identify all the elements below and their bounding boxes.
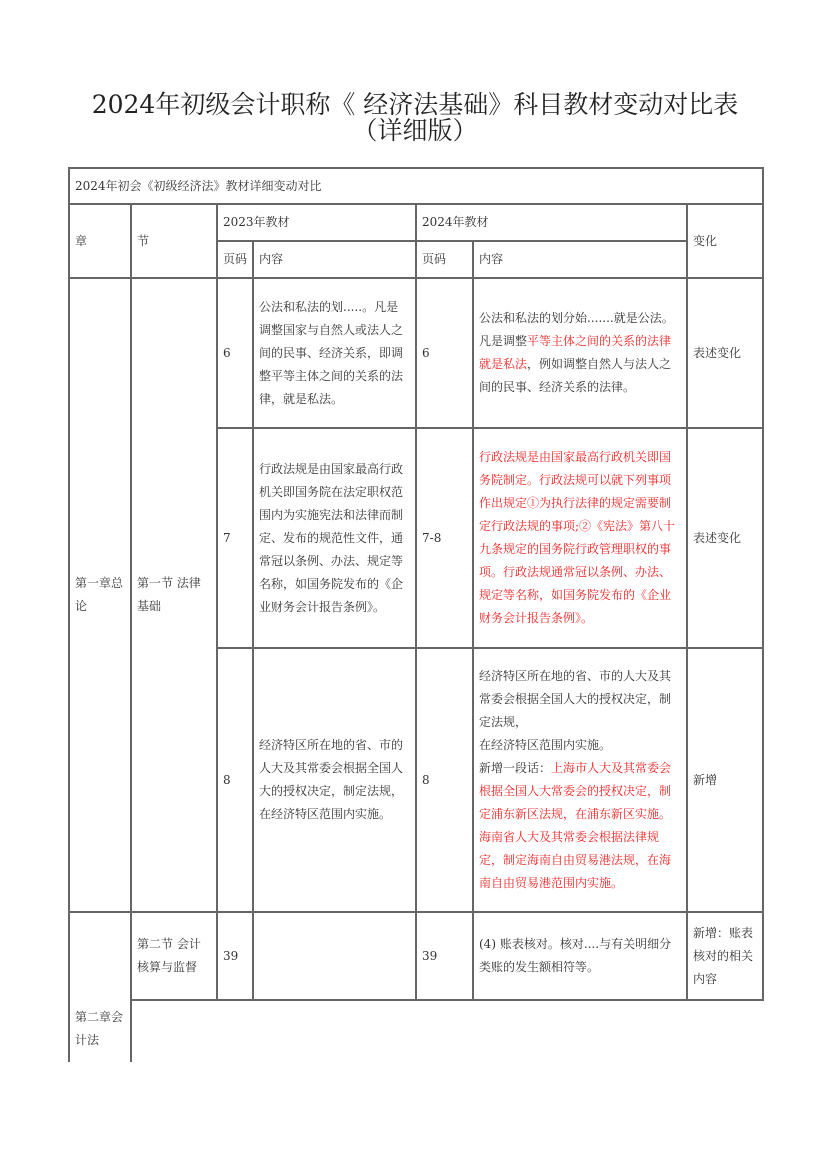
highlighted-text: 上海市人大及其常委会根据全国人大常委会的授权决定，制定浦东新区法规，在浦东新区实施。海南省人大及其常委会根据法律规定，制定海南自由贸易港法规，在海南自由贸易港范围内实施。 [479, 761, 672, 890]
header-page-2024: 页码 [416, 241, 473, 278]
page-2024-cell: 7-8 [416, 428, 473, 648]
content-2024-cell [473, 648, 687, 912]
chapter-cell: 第一章总论 [69, 278, 131, 912]
comparison-table [68, 167, 764, 1062]
header-section: 节 [131, 204, 217, 278]
title-line-1: 2024年初级会计职称《 经济法基础》科目教材变动对比表 [91, 90, 739, 119]
table-row-continuation [69, 1000, 763, 1062]
content-2023-cell: 行政法规是由国家最高行政机关即国务院在法定职权范围内为实施宪法和法律而制定、发布的规范性文件，通常冠以条例、办法、规定等名称，如国务院发布的《企业财务会计报告条例》。 [253, 428, 416, 648]
page-2023-cell: 8 [217, 648, 253, 912]
content-text: 经济特区所在地的省、市的人大及其常委会根据全国人大的授权决定，制定法规， [479, 669, 672, 729]
change-cell: 新增：账表核对的相关内容 [687, 912, 763, 1000]
page-2023-cell: 6 [217, 278, 253, 428]
document-title [0, 92, 830, 144]
page-2023-cell: 7 [217, 428, 253, 648]
header-page-2023: 页码 [217, 241, 253, 278]
page-2024-cell: 6 [416, 278, 473, 428]
chapter-cell: 第二章会计法 [69, 912, 131, 1062]
table-row [69, 278, 763, 428]
content-2023-cell [253, 912, 416, 1000]
change-cell: 表述变化 [687, 278, 763, 428]
content-2024-cell [473, 278, 687, 428]
table-caption: 2024年初会《初级经济法》教材详细变动对比 [69, 168, 763, 204]
page-2024-cell: 39 [416, 912, 473, 1000]
section-cell: 第一节 法律基础 [131, 278, 217, 912]
content-2024-cell [473, 912, 687, 1000]
content-text: ，例如调整自然人与法人之间的民事、经济关系的法律。 [479, 357, 672, 394]
header-content-2024: 内容 [473, 241, 687, 278]
empty-area [131, 1000, 763, 1062]
change-cell: 新增 [687, 648, 763, 912]
highlighted-text: 行政法规是由国家最高行政机关即国务院制定。行政法规可以就下列事项作出规定①为执行法律的规定需要制定行政法规的事项;②《宪法》第八十九条规定的国务院行政管理职权的事项。行政法规通常冠以条例、办法、规定等名称，如国务院发布的《企业财务会计报告条例》。 [479, 450, 676, 625]
content-text: (4) 账表核对。核对....与有关明细分类账的发生额相符等。 [479, 937, 672, 974]
header-textbook-2023: 2023年教材 [217, 204, 416, 241]
highlighted-text: 平等主体之间的关系的法律就是私法 [479, 334, 672, 371]
header-textbook-2024: 2024年教材 [416, 204, 687, 241]
page-2024-cell: 8 [416, 648, 473, 912]
content-text: 在经济特区范围内实施。 [479, 738, 612, 752]
content-text: 公法和私法的划分始.......就是公法。凡是调整 [479, 311, 674, 348]
page-2023-cell: 39 [217, 912, 253, 1000]
content-2024-cell [473, 428, 687, 648]
change-cell: 表述变化 [687, 428, 763, 648]
header-content-2023: 内容 [253, 241, 416, 278]
content-2023-cell: 经济特区所在地的省、市的人大及其常委会根据全国人大的授权决定，制定法规，在经济特区范围内实施。 [253, 648, 416, 912]
table-row [69, 912, 763, 1000]
title-line-2: （详细版） [352, 116, 478, 145]
content-2023-cell: 公法和私法的划.....。凡是调整国家与自然人或法人之间的民事、经济关系，即调整平等主体之间的关系的法律，就是私法。 [253, 278, 416, 428]
header-chapter: 章 [69, 204, 131, 278]
content-text: 新增一段话： [479, 761, 552, 775]
header-change: 变化 [687, 204, 763, 278]
section-cell: 第二节 会计核算与监督 [131, 912, 217, 1000]
